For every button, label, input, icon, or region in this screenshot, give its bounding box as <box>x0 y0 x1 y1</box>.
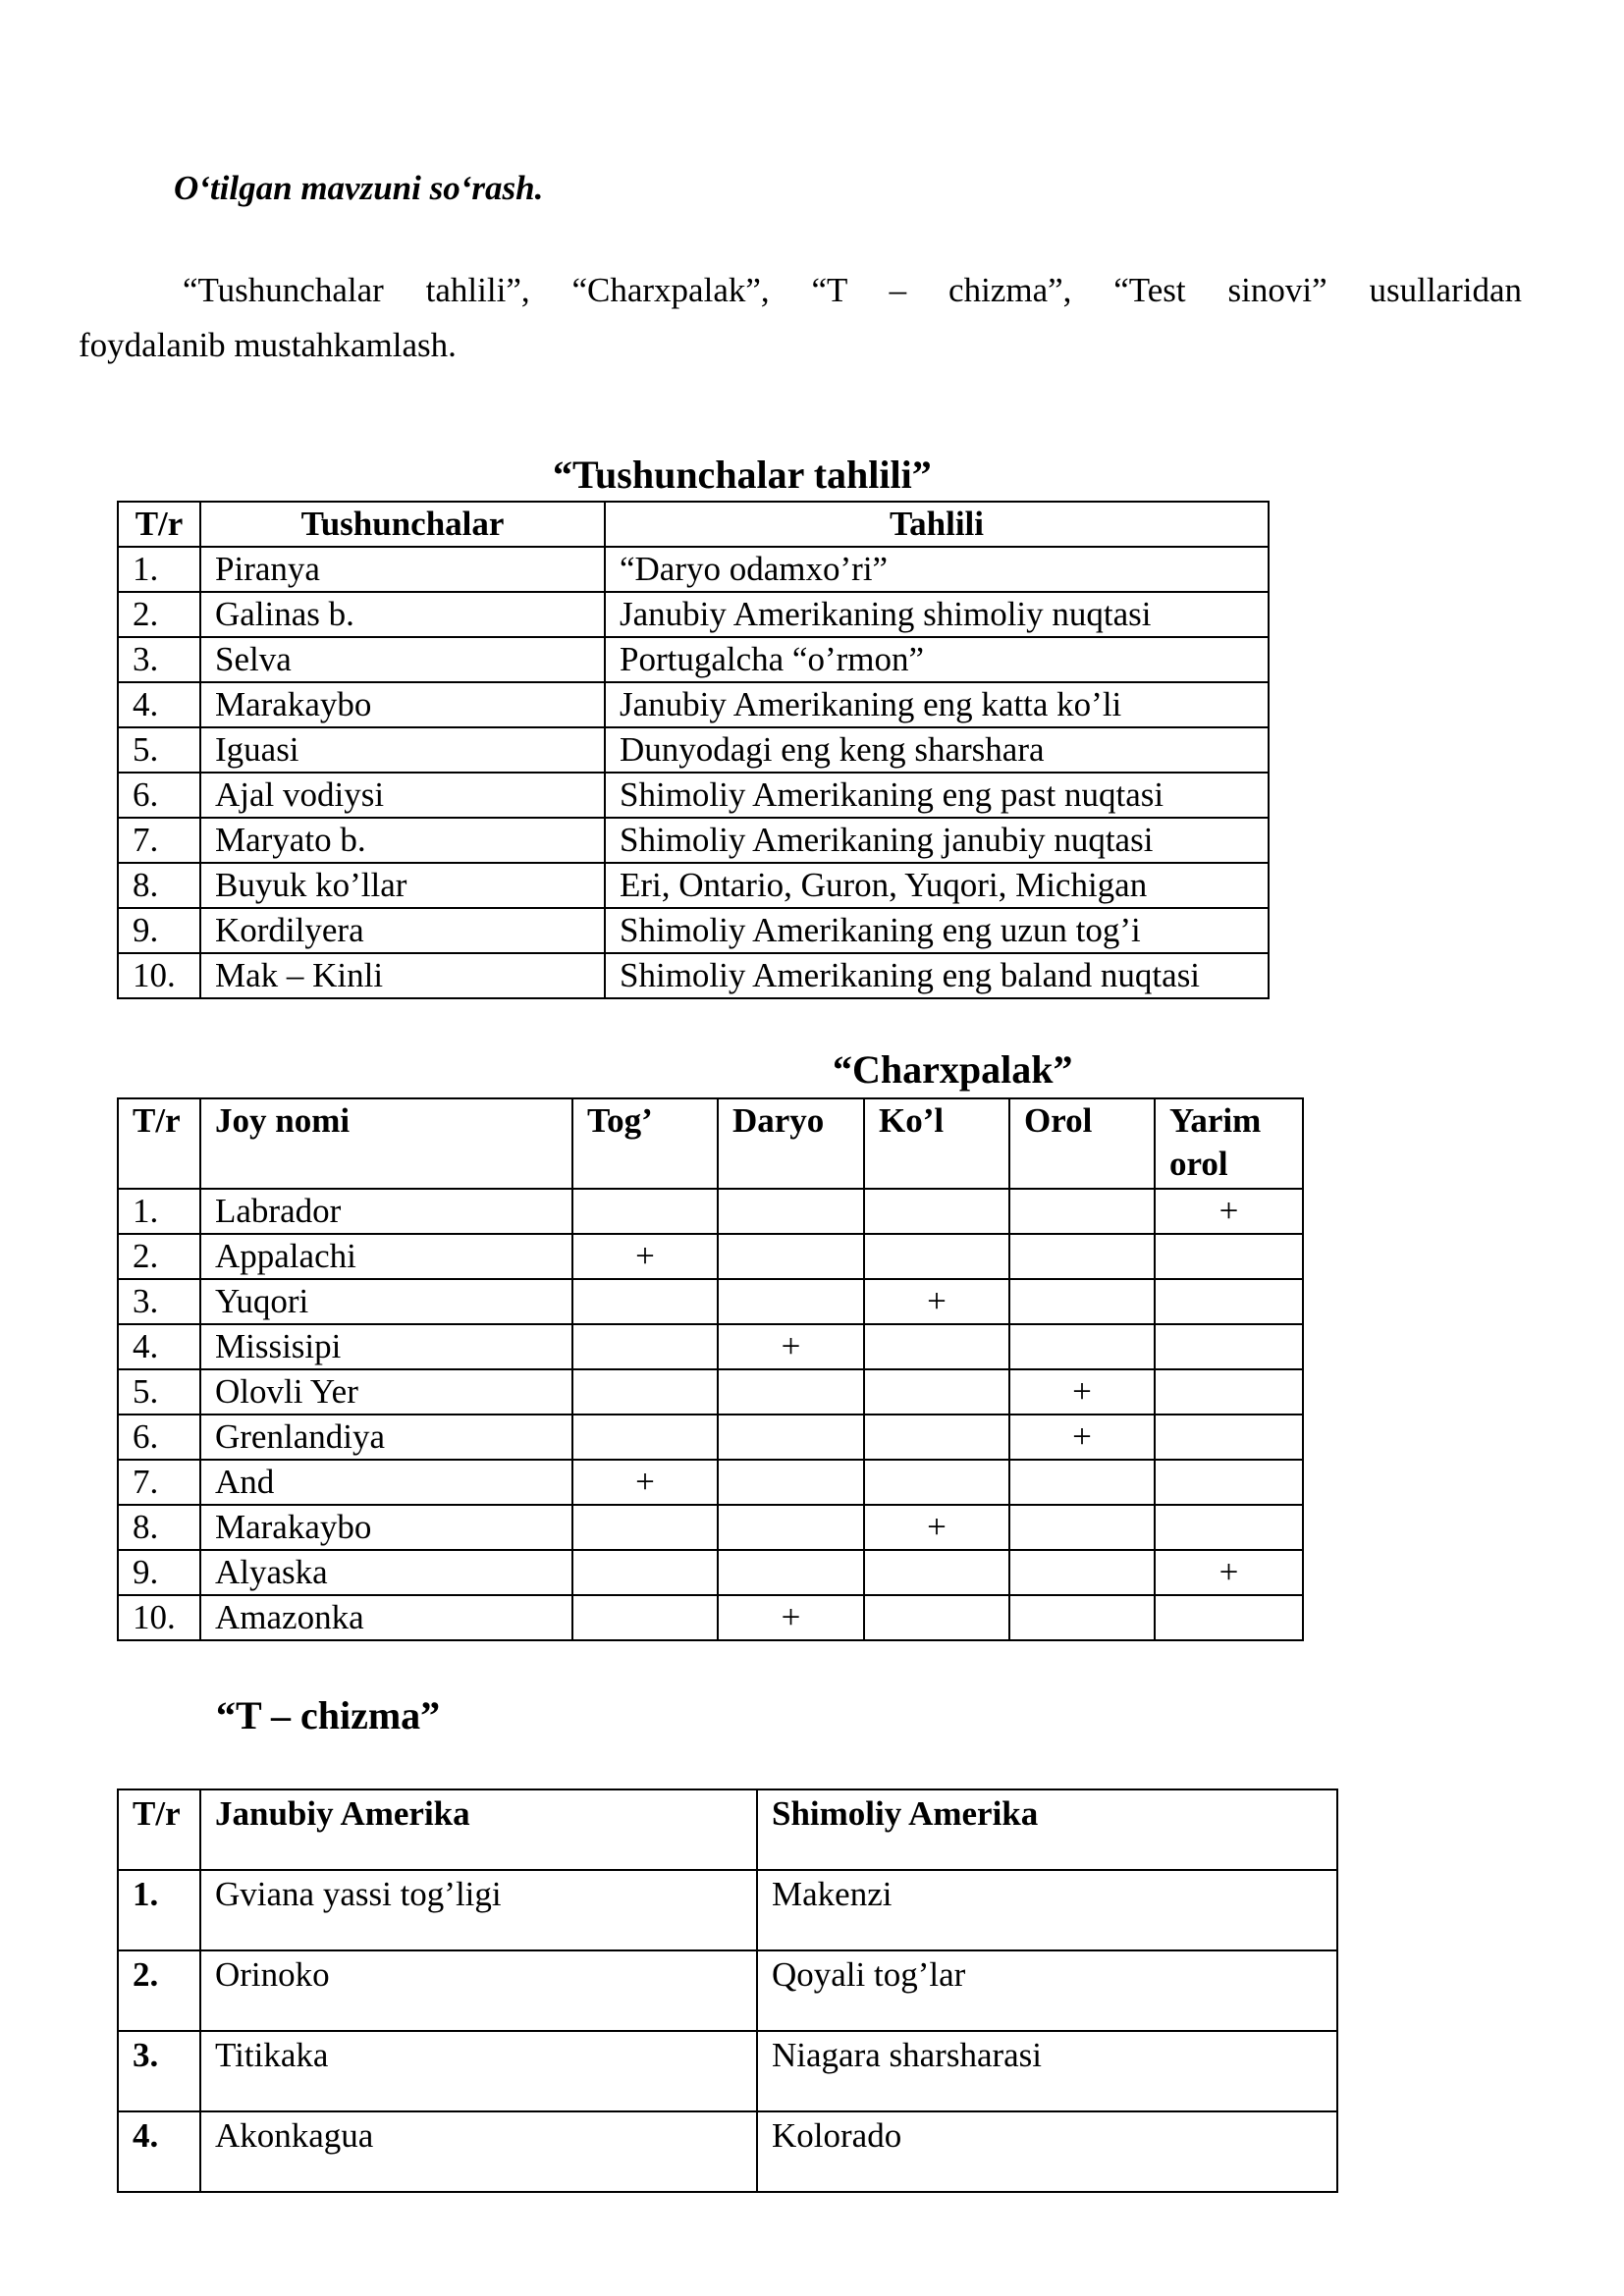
table-row <box>118 1324 1303 1369</box>
table-cell: Maryato b. <box>200 818 605 863</box>
table-row <box>118 592 1269 637</box>
table-cell: Makenzi <box>757 1870 1337 1950</box>
table-cell: Akonkagua <box>200 2111 757 2192</box>
table-row <box>118 1870 1337 1950</box>
table-row <box>118 1460 1303 1505</box>
intro-line-2: foydalanib mustahkamlash. <box>79 326 457 364</box>
table-cell: Shimoliy Amerikaning eng baland nuqtasi <box>605 953 1269 998</box>
table-cell: Grenlandiya <box>200 1415 572 1460</box>
table-cell <box>572 1324 718 1369</box>
table-cell: Qoyali tog’lar <box>757 1950 1337 2031</box>
table-cell: Iguasi <box>200 727 605 773</box>
table-cell: 1. <box>118 1189 200 1234</box>
table-cell: Buyuk ko’llar <box>200 863 605 908</box>
column-header: Ko’l <box>864 1098 1009 1189</box>
column-header: T/r <box>118 502 200 547</box>
table-cell <box>718 1234 864 1279</box>
table-cell <box>1009 1595 1155 1640</box>
intro-paragraph <box>79 263 1522 373</box>
table-cell: Titikaka <box>200 2031 757 2111</box>
table-cell <box>718 1189 864 1234</box>
table-row <box>118 682 1269 727</box>
table-cell: “Daryo odamxo’ri” <box>605 547 1269 592</box>
table-cell <box>1009 1550 1155 1595</box>
table-cell: Niagara sharsharasi <box>757 2031 1337 2111</box>
table-header-row <box>118 1098 1303 1189</box>
column-header: Tahlili <box>605 502 1269 547</box>
table-cell: + <box>864 1505 1009 1550</box>
table-cell <box>572 1505 718 1550</box>
table-cell: 2. <box>118 1950 200 2031</box>
table-cell: + <box>1155 1550 1303 1595</box>
table-cell: Portugalcha “o’rmon” <box>605 637 1269 682</box>
column-header: T/r <box>118 1098 200 1189</box>
table-cell <box>1009 1279 1155 1324</box>
concepts-table <box>117 501 1270 999</box>
table-row <box>118 2031 1337 2111</box>
table-cell <box>1009 1189 1155 1234</box>
table-cell: Gviana yassi tog’ligi <box>200 1870 757 1950</box>
table-cell <box>718 1415 864 1460</box>
table-row <box>118 1550 1303 1595</box>
table-cell <box>572 1550 718 1595</box>
table-cell: Orinoko <box>200 1950 757 2031</box>
table-cell: 6. <box>118 773 200 818</box>
table-cell: 3. <box>118 637 200 682</box>
column-header: Daryo <box>718 1098 864 1189</box>
table-row <box>118 1595 1303 1640</box>
table-cell: Marakaybo <box>200 682 605 727</box>
table-cell: + <box>572 1234 718 1279</box>
table-cell <box>864 1369 1009 1415</box>
table-cell: Galinas b. <box>200 592 605 637</box>
table-cell <box>1009 1460 1155 1505</box>
table-row <box>118 2111 1337 2192</box>
table-row <box>118 953 1269 998</box>
table-cell <box>864 1324 1009 1369</box>
table-cell: 8. <box>118 1505 200 1550</box>
table-cell: + <box>1155 1189 1303 1234</box>
section-heading: O‘tilgan mavzuni so‘rash. <box>174 169 544 207</box>
table-cell: Dunyodagi eng keng sharshara <box>605 727 1269 773</box>
t-chart-table <box>117 1789 1338 2193</box>
table-cell: 2. <box>118 1234 200 1279</box>
table-cell: 9. <box>118 908 200 953</box>
table-cell <box>718 1279 864 1324</box>
table-cell <box>864 1595 1009 1640</box>
table-cell <box>1009 1234 1155 1279</box>
table-cell: Janubiy Amerikaning shimoliy nuqtasi <box>605 592 1269 637</box>
table-cell <box>864 1550 1009 1595</box>
table-cell: 3. <box>118 1279 200 1324</box>
column-header: Joy nomi <box>200 1098 572 1189</box>
table-cell: + <box>1009 1369 1155 1415</box>
table-cell: 8. <box>118 863 200 908</box>
table-cell <box>1155 1369 1303 1415</box>
table-row <box>118 818 1269 863</box>
table-cell: Kordilyera <box>200 908 605 953</box>
table-cell <box>1155 1324 1303 1369</box>
pinwheel-table <box>117 1097 1304 1641</box>
table-cell <box>572 1415 718 1460</box>
table-cell <box>718 1505 864 1550</box>
table-cell: Shimoliy Amerikaning janubiy nuqtasi <box>605 818 1269 863</box>
table-cell <box>1155 1279 1303 1324</box>
table-cell <box>864 1189 1009 1234</box>
table-cell: 4. <box>118 1324 200 1369</box>
table-cell: Alyaska <box>200 1550 572 1595</box>
table3-title: “T – chizma” <box>216 1693 441 1737</box>
table-cell: Piranya <box>200 547 605 592</box>
table-row <box>118 1189 1303 1234</box>
table-cell: 9. <box>118 1550 200 1595</box>
table-cell <box>718 1550 864 1595</box>
table-cell: 1. <box>118 1870 200 1950</box>
table-cell: Yuqori <box>200 1279 572 1324</box>
table-cell <box>1155 1595 1303 1640</box>
column-header: T/r <box>118 1789 200 1870</box>
table-cell: Shimoliy Amerikaning eng past nuqtasi <box>605 773 1269 818</box>
intro-line-1: “Tushunchalar tahlili”, “Charxpalak”, “T – chizma”, “Test sinovi” usullaridan <box>183 271 1522 309</box>
table-cell: 5. <box>118 727 200 773</box>
table-cell: 4. <box>118 2111 200 2192</box>
table-cell <box>864 1460 1009 1505</box>
table-cell <box>572 1595 718 1640</box>
table-row <box>118 1279 1303 1324</box>
table-cell: 6. <box>118 1415 200 1460</box>
table-row <box>118 547 1269 592</box>
table-cell: 7. <box>118 818 200 863</box>
table-cell: + <box>864 1279 1009 1324</box>
table-cell: Marakaybo <box>200 1505 572 1550</box>
table-cell <box>1155 1415 1303 1460</box>
column-header: Yarim orol <box>1155 1098 1303 1189</box>
table-cell: Janubiy Amerikaning eng katta ko’li <box>605 682 1269 727</box>
table-cell <box>864 1234 1009 1279</box>
table-cell: Olovli Yer <box>200 1369 572 1415</box>
table1-title: “Tushunchalar tahlili” <box>553 453 932 497</box>
table-row <box>118 1369 1303 1415</box>
table-cell: Kolorado <box>757 2111 1337 2192</box>
table-cell: 7. <box>118 1460 200 1505</box>
table-cell: Mak – Kinli <box>200 953 605 998</box>
table-cell: 4. <box>118 682 200 727</box>
table-row <box>118 727 1269 773</box>
column-header: Orol <box>1009 1098 1155 1189</box>
table-header-row <box>118 1789 1337 1870</box>
table-cell: + <box>572 1460 718 1505</box>
table-cell <box>718 1369 864 1415</box>
table-cell: 10. <box>118 1595 200 1640</box>
table-cell: 3. <box>118 2031 200 2111</box>
column-header: Tog’ <box>572 1098 718 1189</box>
table-cell: Ajal vodiysi <box>200 773 605 818</box>
table-cell <box>1155 1505 1303 1550</box>
table-cell <box>572 1189 718 1234</box>
table-cell: Shimoliy Amerikaning eng uzun tog’i <box>605 908 1269 953</box>
table-cell: 2. <box>118 592 200 637</box>
table-cell <box>864 1415 1009 1460</box>
table-cell <box>1155 1234 1303 1279</box>
column-header: Janubiy Amerika <box>200 1789 757 1870</box>
table-cell: 1. <box>118 547 200 592</box>
table-cell: Missisipi <box>200 1324 572 1369</box>
table-row <box>118 908 1269 953</box>
table-cell <box>1009 1324 1155 1369</box>
table-cell: Appalachi <box>200 1234 572 1279</box>
column-header: Shimoliy Amerika <box>757 1789 1337 1870</box>
table-cell <box>572 1369 718 1415</box>
table-cell: 5. <box>118 1369 200 1415</box>
table-cell: + <box>1009 1415 1155 1460</box>
table-cell: Labrador <box>200 1189 572 1234</box>
table-row <box>118 637 1269 682</box>
table-cell <box>1009 1505 1155 1550</box>
table-cell: And <box>200 1460 572 1505</box>
table-cell: Eri, Ontario, Guron, Yuqori, Michigan <box>605 863 1269 908</box>
table-row <box>118 1234 1303 1279</box>
table-cell: Selva <box>200 637 605 682</box>
table2-title: “Charxpalak” <box>833 1047 1073 1092</box>
table-cell: + <box>718 1324 864 1369</box>
table-row <box>118 1505 1303 1550</box>
table-row <box>118 773 1269 818</box>
table-cell: + <box>718 1595 864 1640</box>
table-row <box>118 1950 1337 2031</box>
table-cell: 10. <box>118 953 200 998</box>
table-cell <box>572 1279 718 1324</box>
table-row <box>118 863 1269 908</box>
column-header: Tushunchalar <box>200 502 605 547</box>
table-cell <box>1155 1460 1303 1505</box>
table-cell <box>718 1460 864 1505</box>
table-cell: Amazonka <box>200 1595 572 1640</box>
table-row <box>118 1415 1303 1460</box>
table-header-row <box>118 502 1269 547</box>
